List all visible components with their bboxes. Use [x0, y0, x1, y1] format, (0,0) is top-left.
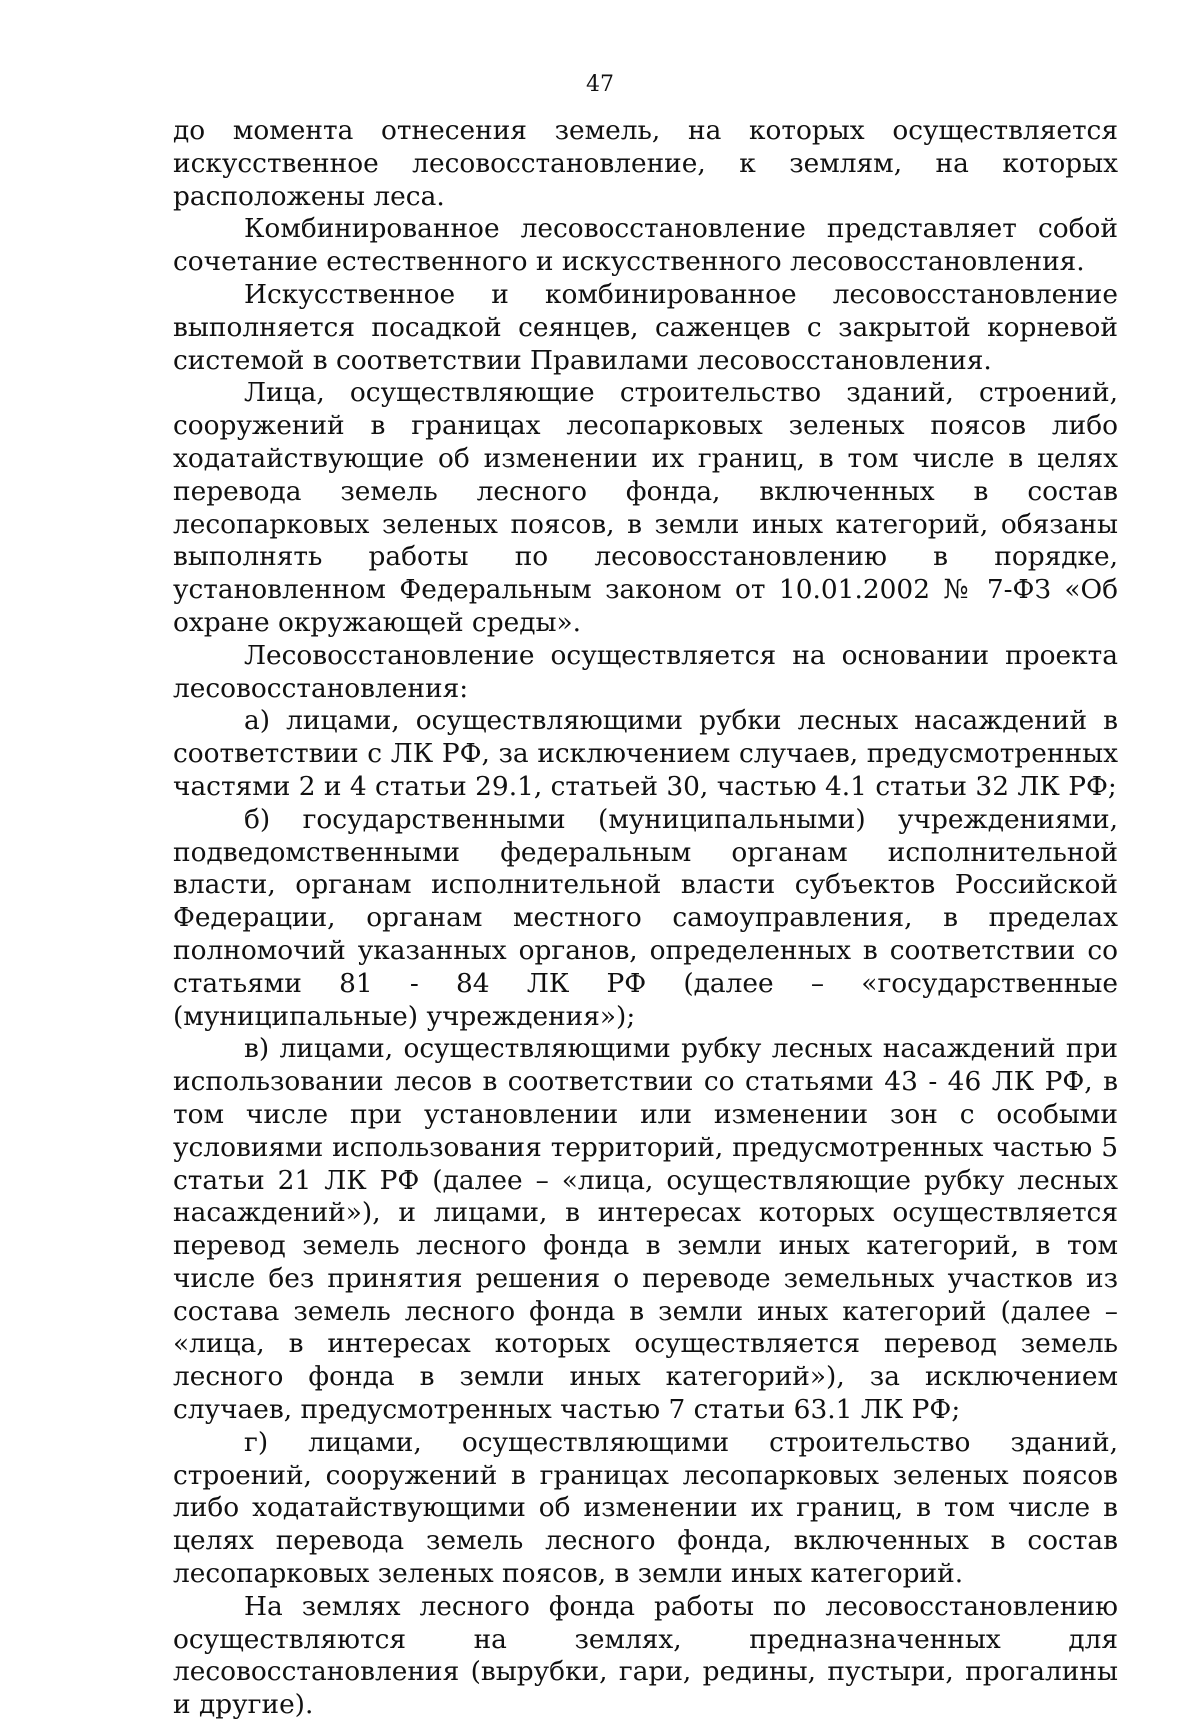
page-number: 47 — [586, 72, 614, 97]
paragraph-continuation: до момента отнесения земель, на которых осуществляется искусственное лесовосстановление, к землям, на которых расположены леса. — [173, 115, 1118, 212]
paragraph-reforestation-project: Лесовосстановление осуществляется на основании проекта лесовосстановления: — [173, 639, 1118, 704]
list-item-v: в) лицами, осуществляющими рубку лесных насаждений при использовании лесов в соответствии со статьями 43 - 46 ЛК РФ, в том числе при установлении или изменении зон с особыми условиями использования территорий, предусмотренных частью 5 статьи 21 ЛК РФ (далее – «лица, осуществляющие рубку лесных насаждений»), и лицами, в интересах которых осуществляется перевод земель лесного фонда в земли иных категорий, в том числе без принятия решения о переводе земельных участков из состава земель лесного фонда в земли иных категорий (далее – «лица, в интересах которых осуществляется перевод земель лесного фонда в земли иных категорий»), за исключением случаев, предусмотренных частью 7 статьи 63.1 ЛК РФ; — [173, 1033, 1118, 1426]
document-body — [173, 115, 1118, 1722]
paragraph-combined-reforestation: Комбинированное лесовосстановление представляет собой сочетание естественного и искусственного лесовосстановления. — [173, 213, 1118, 278]
paragraph-construction-persons: Лица, осуществляющие строительство зданий, строений, сооружений в границах лесопарковых зеленых поясов либо ходатайствующие об изменении их границ, в том числе в целях перевода земель лесного фонда, включенных в состав лесопарковых зеленых поясов, в земли иных категорий, обязаны выполнять работы по лесовосстановлению в порядке, установленном Федеральным законом от 10.01.2002 № 7-ФЗ «Об охране окружающей среды». — [173, 377, 1118, 638]
list-item-a: а) лицами, осуществляющими рубки лесных насаждений в соответствии с ЛК РФ, за исключением случаев, предусмотренных частями 2 и 4 статьи 29.1, статьей 30, частью 4.1 статьи 32 ЛК РФ; — [173, 705, 1118, 802]
list-item-b: б) государственными (муниципальными) учреждениями, подведомственными федеральным органам исполнительной власти, органам исполнительной власти субъектов Российской Федерации, органам местного самоуправления, в пределах полномочий указанных органов, определенных в соответствии со статьями 81 - 84 ЛК РФ (далее – «государственные (муниципальные) учреждения»); — [173, 803, 1118, 1032]
paragraph-forest-fund-lands: На землях лесного фонда работы по лесовосстановлению осуществляются на землях, предназначенных для лесовосстановления (вырубки, гари, редины, пустыри, прогалины и другие). — [173, 1590, 1118, 1721]
paragraph-planting-method: Искусственное и комбинированное лесовосстановление выполняется посадкой сеянцев, саженцев с закрытой корневой системой в соответствии Правилами лесовосстановления. — [173, 278, 1118, 376]
list-item-g: г) лицами, осуществляющими строительство зданий, строений, сооружений в границах лесопарковых зеленых поясов либо ходатайствующими об изменении их границ, в том числе в целях перевода земель лесного фонда, включенных в состав лесопарковых зеленых поясов, в земли иных категорий. — [173, 1426, 1118, 1590]
